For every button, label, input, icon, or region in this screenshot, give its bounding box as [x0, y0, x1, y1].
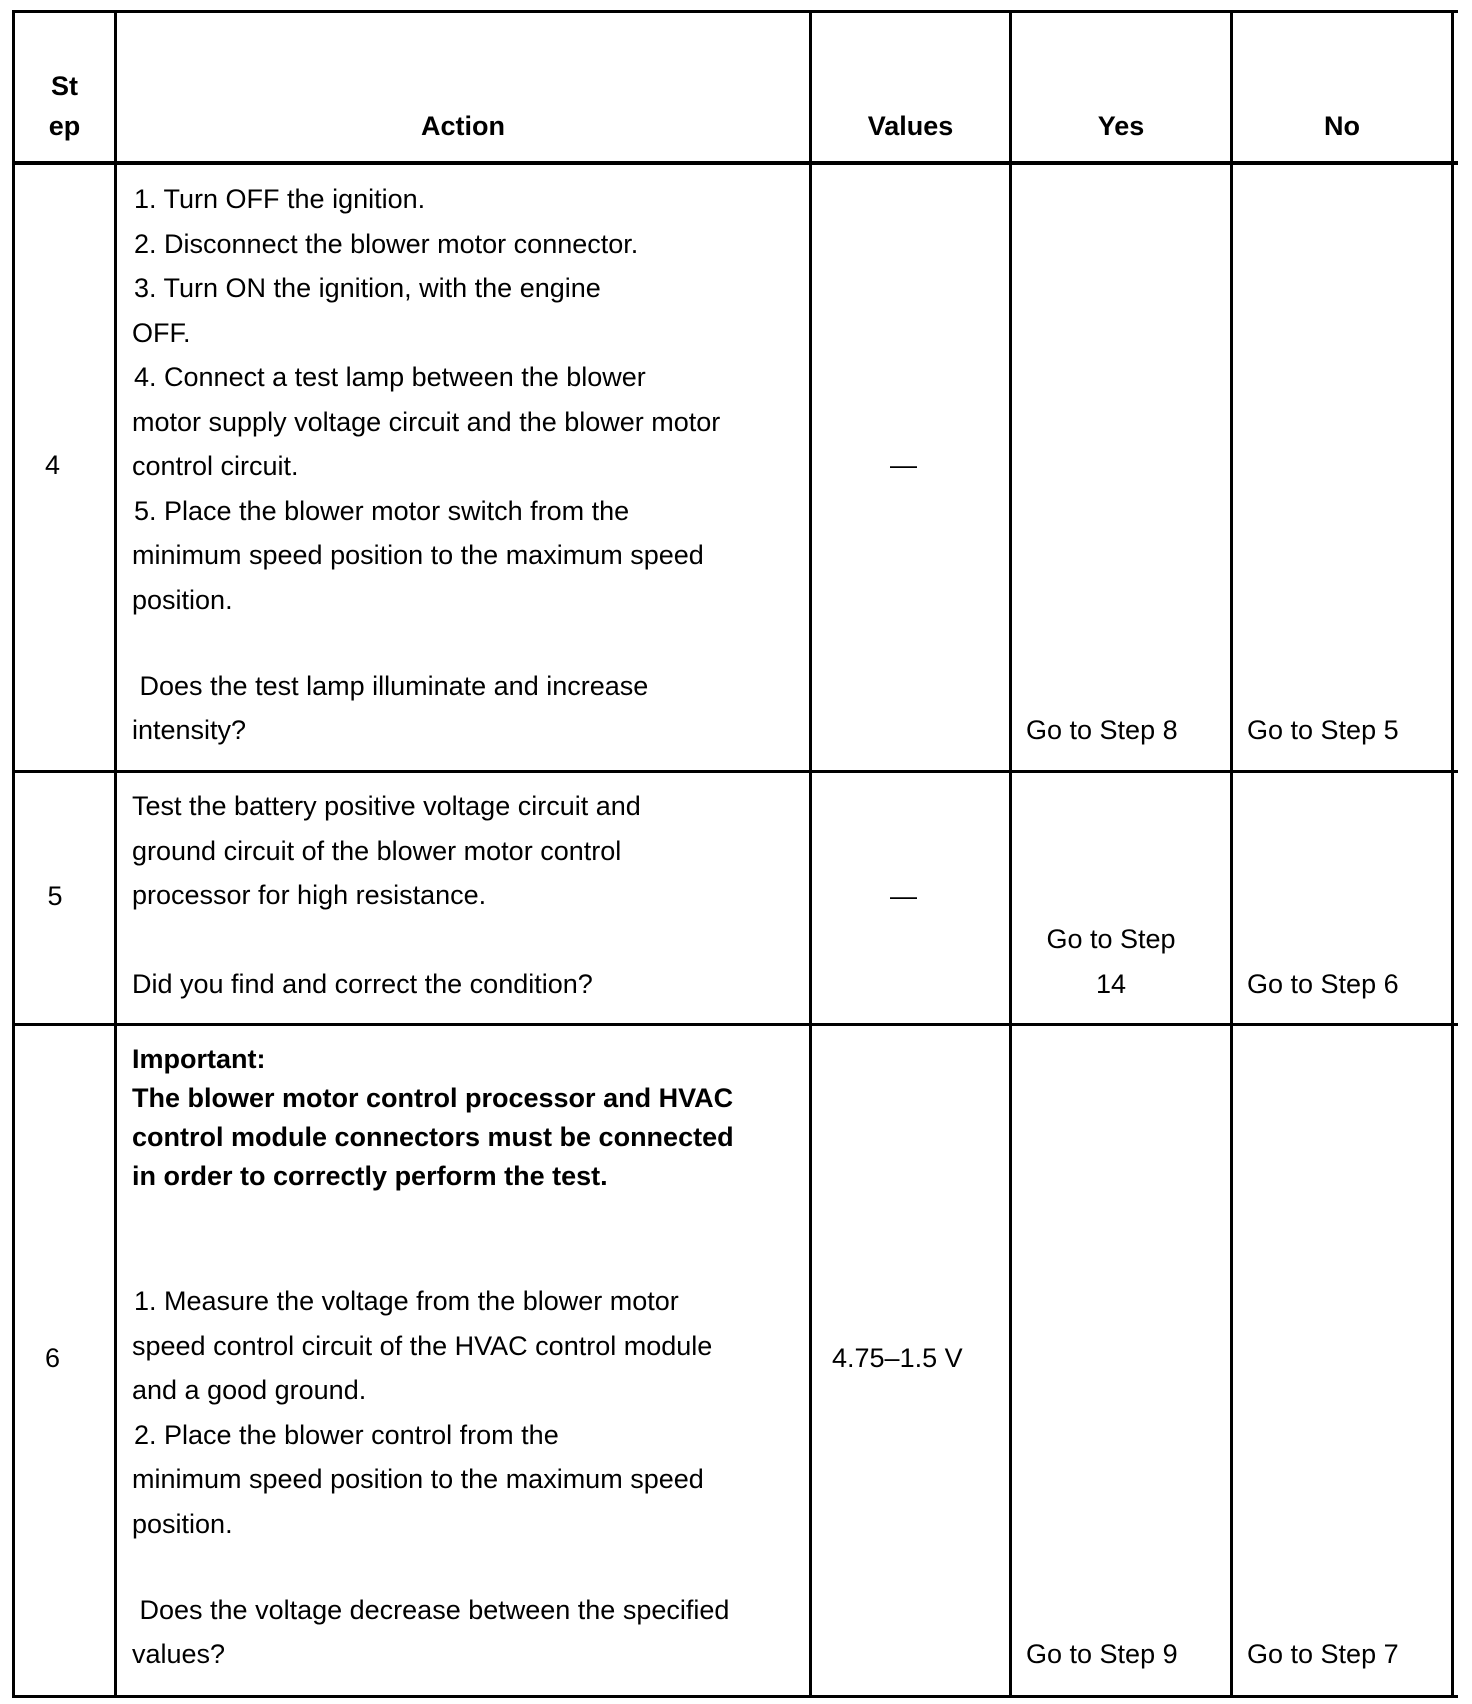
question-line: Does the test lamp illuminate and increase: [132, 671, 649, 701]
question-line: intensity?: [132, 715, 247, 745]
action-line: speed control circuit of the HVAC control module: [132, 1331, 713, 1361]
diagnostic-table: St ep Action Values Yes No 4 1. Turn OFF the ignition. 2. Disconnect the blower motor connector. 3. Turn ON the ignition, with the engine OFF. 4. Connect a test lamp between the blower motor supply voltage circuit and the blower motor control circuit. 5. Place the blower motor switch from the minimum speed position to the maximum speed position. Does the test lamp illuminate and increase intensity? — Go to Step 8 Go to Step 5 5 Test the battery positive voltage circuit and ground circuit of the blower motor control processor for high resistance. Did you find and correct the condition? — Go to Step 14 Go to Step 6 6 Important: The blower motor control processor and HVAC control module connectors must be connected in order to correctly perform the test. 1. Measure the voltage from the blower motor speed control circuit of the HVAC control module and a good ground. 2. Place the blower control from the minimum speed position to the maximum speed position. Does the voltage decrease between the specified values? 4.75–1.5 V Go to Step 9 Go to Step 7: [0, 0, 1472, 1704]
no-result: Go to Step 5: [1247, 715, 1399, 745]
action-line: minimum speed position to the maximum speed: [132, 540, 704, 570]
action-line: position.: [132, 1509, 233, 1539]
action-line: 4. Connect a test lamp between the blower: [134, 362, 646, 392]
action-line: 1. Measure the voltage from the blower motor: [134, 1286, 679, 1316]
header-divider: [12, 161, 1458, 165]
row-divider: [12, 770, 1458, 773]
action-line: 3. Turn ON the ignition, with the engine: [134, 273, 601, 303]
table-border-left: [12, 10, 15, 1698]
action-line: 2. Place the blower control from the: [134, 1420, 559, 1450]
action-line: motor supply voltage circuit and the blower motor: [132, 407, 721, 437]
action-line: 1. Turn OFF the ignition.: [134, 184, 426, 214]
column-divider: [1009, 10, 1012, 1698]
step-number: 5: [47, 881, 63, 911]
important-line: Important:: [132, 1044, 266, 1074]
value-cell: 4.75–1.5 V: [832, 1343, 963, 1373]
question-line: values?: [132, 1639, 226, 1669]
column-divider: [1230, 10, 1233, 1698]
step-number: 6: [44, 1343, 61, 1373]
column-divider: [809, 10, 812, 1698]
no-result: Go to Step 6: [1247, 969, 1399, 999]
yes-result: Go to Step 8: [1026, 715, 1178, 745]
action-line: and a good ground.: [132, 1375, 367, 1405]
question-line: Did you find and correct the condition?: [132, 969, 593, 999]
header-values: Values: [867, 111, 954, 141]
column-divider: [114, 10, 117, 1698]
action-line: OFF.: [132, 318, 191, 348]
header-step: St ep: [48, 71, 81, 141]
action-line: ground circuit of the blower motor control: [132, 836, 622, 866]
no-result: Go to Step 7: [1247, 1639, 1399, 1669]
table-border-right: [1451, 10, 1454, 1698]
important-line: control module connectors must be connected: [132, 1122, 734, 1152]
value-cell: —: [890, 881, 917, 911]
header-no: No: [1324, 111, 1360, 141]
important-line: The blower motor control processor and HVAC: [132, 1083, 734, 1113]
question-line: Does the voltage decrease between the specified: [132, 1595, 730, 1625]
table-border-top: [12, 10, 1458, 13]
action-line: 2. Disconnect the blower motor connector.: [134, 229, 639, 259]
action-line: control circuit.: [132, 451, 299, 481]
important-line: in order to correctly perform the test.: [132, 1161, 608, 1191]
table-border-bottom: [12, 1695, 1458, 1698]
action-line: position.: [132, 585, 233, 615]
step-number: 4: [44, 450, 61, 480]
row-divider: [12, 1023, 1458, 1026]
yes-result: Go to Step 9: [1026, 1639, 1178, 1669]
value-cell: —: [890, 450, 917, 480]
action-line: Test the battery positive voltage circuit and: [132, 791, 641, 821]
header-action: Action: [421, 111, 505, 141]
action-line: processor for high resistance.: [132, 880, 487, 910]
action-line: 5. Place the blower motor switch from the: [134, 496, 630, 526]
header-yes: Yes: [1097, 111, 1145, 141]
action-line: minimum speed position to the maximum speed: [132, 1464, 704, 1494]
